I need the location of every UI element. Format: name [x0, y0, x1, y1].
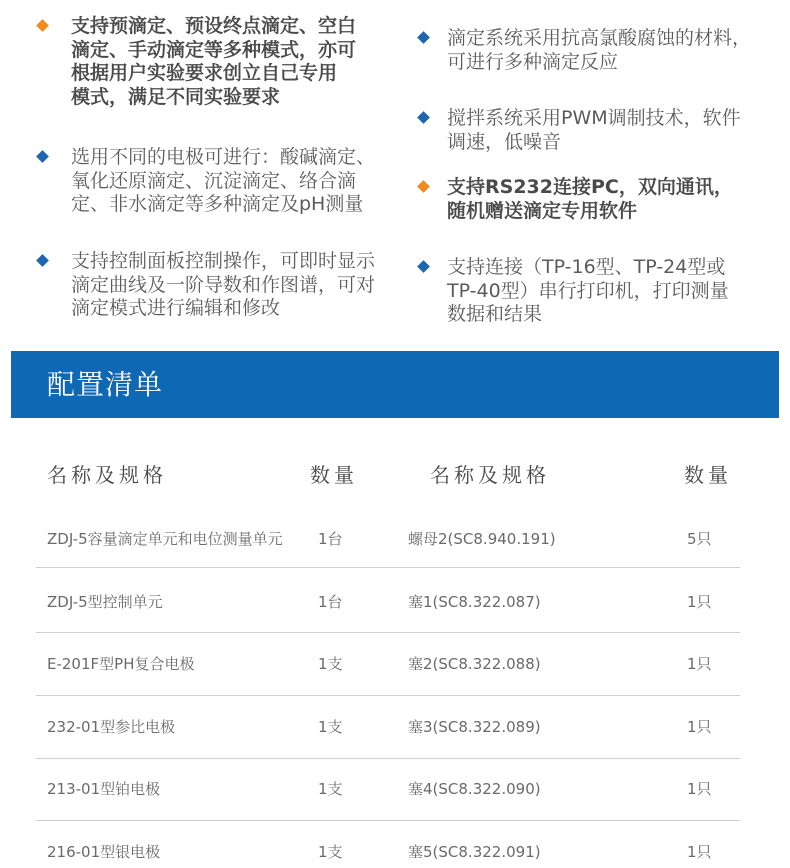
feature-item	[447, 176, 733, 223]
table-header-quantity: 数量	[684, 463, 732, 487]
row-divider	[36, 695, 740, 696]
table-cell: 1只	[687, 780, 712, 798]
feature-item	[71, 250, 375, 321]
table-row	[0, 778, 790, 802]
bullet-diamond-icon	[36, 19, 49, 32]
row-divider	[36, 820, 740, 821]
bullet-diamond-icon	[417, 180, 430, 193]
feature-item	[447, 107, 741, 154]
feature-line: 搅拌系统采用PWM调制技术，软件	[447, 107, 741, 129]
feature-line: 数据和结果	[447, 303, 543, 325]
bullet-diamond-icon	[417, 31, 430, 44]
feature-line: 随机赠送滴定专用软件	[447, 199, 638, 222]
table-cell: E-201F型PH复合电极	[47, 655, 195, 673]
table-cell: 塞4(SC8.322.090)	[408, 780, 541, 798]
bullet-diamond-icon	[417, 260, 430, 273]
table-cell: 1支	[318, 780, 343, 798]
table-cell: 216-01型银电极	[47, 843, 161, 861]
row-divider	[36, 567, 740, 568]
table-cell: 1只	[687, 593, 712, 611]
feature-line: 滴定、手动滴定等多种模式，亦可	[71, 38, 357, 61]
table-cell: 1支	[318, 718, 343, 736]
bullet-diamond-icon	[36, 150, 49, 163]
feature-item	[71, 146, 375, 217]
row-divider	[36, 632, 740, 633]
bullet-diamond-icon	[417, 111, 430, 124]
table-cell: ZDJ-5型控制单元	[47, 593, 163, 611]
feature-line: 模式，满足不同实验要求	[71, 85, 281, 108]
table-cell: 塞3(SC8.322.089)	[408, 718, 541, 736]
section-banner	[11, 351, 779, 418]
feature-line: 氧化还原滴定、沉淀滴定、络合滴	[71, 169, 357, 192]
table-cell: 塞5(SC8.322.091)	[408, 843, 541, 861]
table-header-name-spec: 名称及规格	[47, 463, 167, 487]
feature-line: 滴定模式进行编辑和修改	[71, 297, 281, 319]
table-header-quantity: 数量	[310, 463, 358, 487]
table-header-name-spec: 名称及规格	[430, 463, 550, 487]
feature-line: 可进行多种滴定反应	[447, 50, 619, 73]
feature-line: 滴定曲线及一阶导数和作图谱，可对	[71, 273, 376, 296]
table-row	[0, 716, 790, 740]
table-cell: 1只	[687, 718, 712, 736]
table-cell: 螺母2(SC8.940.191)	[408, 530, 556, 548]
table-cell: 1支	[318, 655, 343, 673]
feature-line: 支持控制面板控制操作，可即时显示	[71, 250, 376, 272]
table-cell: 塞1(SC8.322.087)	[408, 593, 541, 611]
table-row	[0, 528, 790, 552]
table-row	[0, 591, 790, 615]
feature-line: 调速，低噪音	[447, 130, 562, 153]
feature-line: 滴定系统采用抗高氯酸腐蚀的材料，	[447, 27, 752, 49]
bullet-diamond-icon	[36, 254, 49, 267]
feature-item	[447, 256, 729, 327]
table-row	[0, 653, 790, 677]
table-cell: 1支	[318, 843, 343, 861]
feature-line: 根据用户实验要求创立自己专用	[71, 62, 338, 84]
feature-line: 支持连接（TP-16型、TP-24型或	[447, 256, 726, 278]
feature-line: 支持RS232连接PC，双向通讯，	[447, 176, 733, 198]
table-cell: 5只	[687, 530, 712, 548]
row-divider	[36, 758, 740, 759]
table-cell: 1只	[687, 843, 712, 861]
table-cell: ZDJ-5容量滴定单元和电位测量单元	[47, 530, 283, 548]
feature-line: 选用不同的电极可进行：酸碱滴定、	[71, 146, 376, 168]
table-cell: 232-01型参比电极	[47, 718, 176, 736]
table-cell: 1台	[318, 530, 343, 548]
feature-line: TP-40型）串行打印机，打印测量	[447, 279, 729, 302]
feature-item	[447, 27, 751, 74]
table-cell: 1台	[318, 593, 343, 611]
feature-item	[71, 15, 356, 109]
table-cell: 213-01型铂电极	[47, 780, 161, 798]
table-row	[0, 841, 790, 865]
feature-line: 支持预滴定、预设终点滴定、空白	[71, 15, 357, 37]
feature-line: 定、非水滴定等多种滴定及pH测量	[71, 193, 364, 215]
table-cell: 塞2(SC8.322.088)	[408, 655, 541, 673]
section-title: 配置清单	[47, 368, 164, 401]
table-cell: 1只	[687, 655, 712, 673]
